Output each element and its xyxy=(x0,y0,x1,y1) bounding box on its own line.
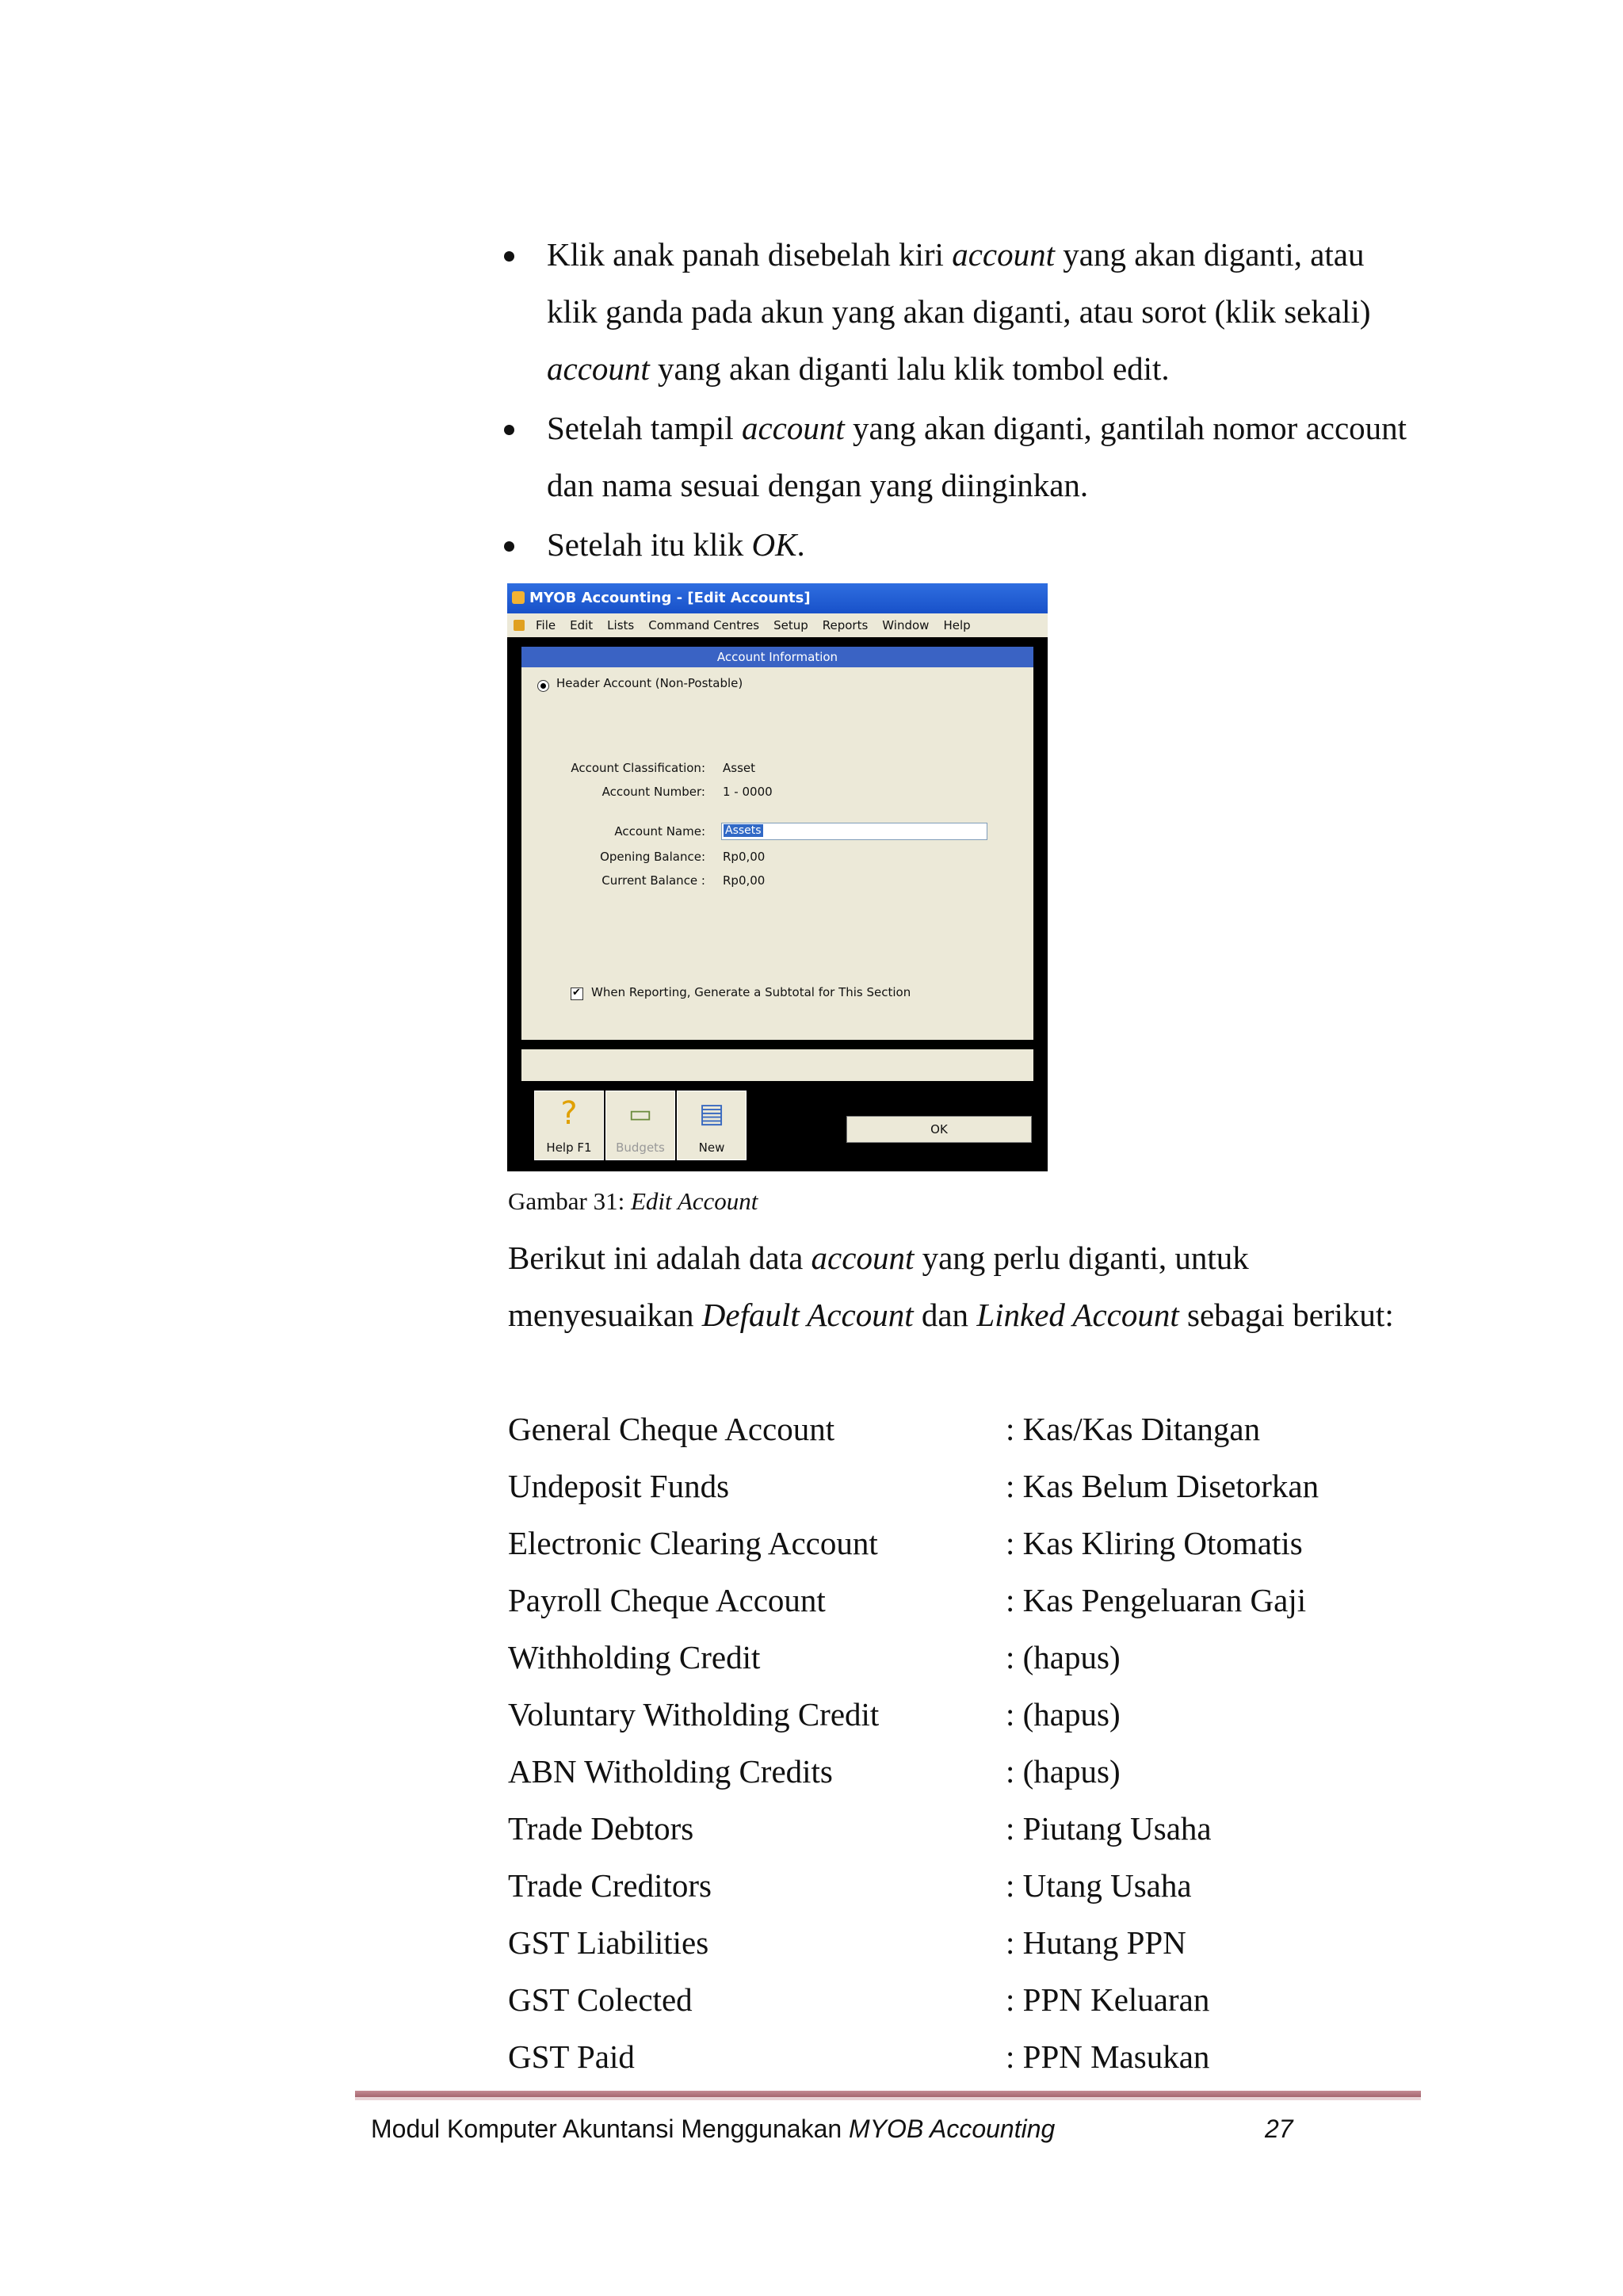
bullet-item: Setelah itu klik OK. xyxy=(498,516,1409,573)
account-classification-label: Account Classification: xyxy=(571,761,705,775)
menu-reports[interactable]: Reports xyxy=(822,618,869,632)
window-titlebar xyxy=(507,583,1048,613)
bullet-dot-icon xyxy=(504,425,514,435)
header-account-radio[interactable] xyxy=(537,680,549,692)
mapping-row: GST Colected : PPN Keluaran xyxy=(508,1981,1210,2018)
edit-accounts-screenshot xyxy=(507,583,1048,1171)
mapping-row: ABN Witholding Credits : (hapus) xyxy=(508,1753,1121,1790)
page-number: 27 xyxy=(1265,2115,1293,2143)
document-menu-icon xyxy=(514,620,525,631)
myob-app-icon xyxy=(512,591,525,604)
mapping-row: Undeposit Funds : Kas Belum Disetorkan xyxy=(508,1468,1319,1504)
opening-balance-label: Opening Balance: xyxy=(600,850,705,864)
budgets-button[interactable] xyxy=(605,1091,675,1160)
menu-command-centres[interactable]: Command Centres xyxy=(648,618,760,632)
account-name-label: Account Name: xyxy=(614,824,705,839)
instruction-list xyxy=(498,226,1409,575)
menu-setup[interactable]: Setup xyxy=(773,618,808,632)
budgets-button-label: Budgets xyxy=(616,1140,665,1155)
current-balance-label: Current Balance : xyxy=(601,873,705,888)
footer-divider-shadow xyxy=(355,2097,1421,2100)
panel-header: Account Information xyxy=(521,647,1033,667)
mapping-row: Withholding Credit : (hapus) xyxy=(508,1639,1121,1675)
figure-caption: Gambar 31: Edit Account xyxy=(508,1187,758,1215)
footer-text: Modul Komputer Akuntansi Menggunakan MYOB Accounting xyxy=(371,2115,1056,2143)
account-number-field[interactable]: 1 - 0000 xyxy=(723,785,773,799)
bullet-dot-icon xyxy=(504,251,514,262)
new-button[interactable] xyxy=(677,1091,747,1160)
account-name-field[interactable] xyxy=(721,823,987,840)
mapping-row: Trade Creditors : Utang Usaha xyxy=(508,1867,1192,1904)
subtotal-checkbox-label: When Reporting, Generate a Subtotal for This Section xyxy=(591,985,911,999)
account-number-label: Account Number: xyxy=(601,785,705,799)
bullet-dot-icon xyxy=(504,541,514,552)
menu-help[interactable]: Help xyxy=(943,618,971,632)
window-title: MYOB Accounting - [Edit Accounts] xyxy=(529,590,811,606)
menu-bar xyxy=(507,613,1048,637)
menu-window[interactable]: Window xyxy=(882,618,930,632)
account-information-panel xyxy=(521,647,1033,1040)
mapping-row: General Cheque Account : Kas/Kas Ditangan xyxy=(508,1411,1261,1447)
status-bar xyxy=(521,1049,1033,1081)
menu-edit[interactable]: Edit xyxy=(570,618,594,632)
new-button-label: New xyxy=(698,1140,725,1155)
header-account-label: Header Account (Non-Postable) xyxy=(556,676,743,690)
menu-lists[interactable]: Lists xyxy=(607,618,635,632)
mapping-row: GST Paid : PPN Masukan xyxy=(508,2038,1210,2075)
help-button[interactable] xyxy=(534,1091,604,1160)
current-balance-value: Rp0,00 xyxy=(723,873,766,888)
help-button-label: Help F1 xyxy=(546,1140,592,1155)
bullet-item: Klik anak panah disebelah kiri account yang akan diganti, atau klik ganda pada akun yang akan diganti, atau sorot (klik sekali) account yang akan diganti lalu klik tombol edit. xyxy=(498,226,1409,397)
account-classification-value: Asset xyxy=(723,761,756,775)
subtotal-checkbox[interactable] xyxy=(571,988,583,1000)
mapping-row: Electronic Clearing Account : Kas Kliring Otomatis xyxy=(508,1525,1303,1561)
mapping-row: Payroll Cheque Account : Kas Pengeluaran Gaji xyxy=(508,1582,1307,1618)
account-mapping-list xyxy=(508,1400,1419,2085)
intro-paragraph: Berikut ini adalah data account yang perlu diganti, untuk menyesuaikan Default Account dan Linked Account sebagai berikut: xyxy=(508,1240,1394,1333)
mapping-row: Trade Debtors : Piutang Usaha xyxy=(508,1810,1212,1847)
question-mark-icon: ? xyxy=(560,1095,578,1132)
new-document-icon: ▤ xyxy=(698,1098,725,1129)
budget-money-icon: ▭ xyxy=(628,1098,653,1129)
footer-divider xyxy=(355,2091,1421,2097)
opening-balance-value: Rp0,00 xyxy=(723,850,766,864)
mapping-row: Voluntary Witholding Credit : (hapus) xyxy=(508,1696,1121,1733)
ok-button[interactable]: OK xyxy=(846,1116,1032,1143)
account-name-selected-text: Assets xyxy=(725,824,762,837)
menu-file[interactable]: File xyxy=(536,618,556,632)
bullet-item: Setelah tampil account yang akan diganti, gantilah nomor account dan nama sesuai dengan yang diinginkan. xyxy=(498,399,1409,514)
mapping-row: GST Liabilities : Hutang PPN xyxy=(508,1924,1186,1961)
